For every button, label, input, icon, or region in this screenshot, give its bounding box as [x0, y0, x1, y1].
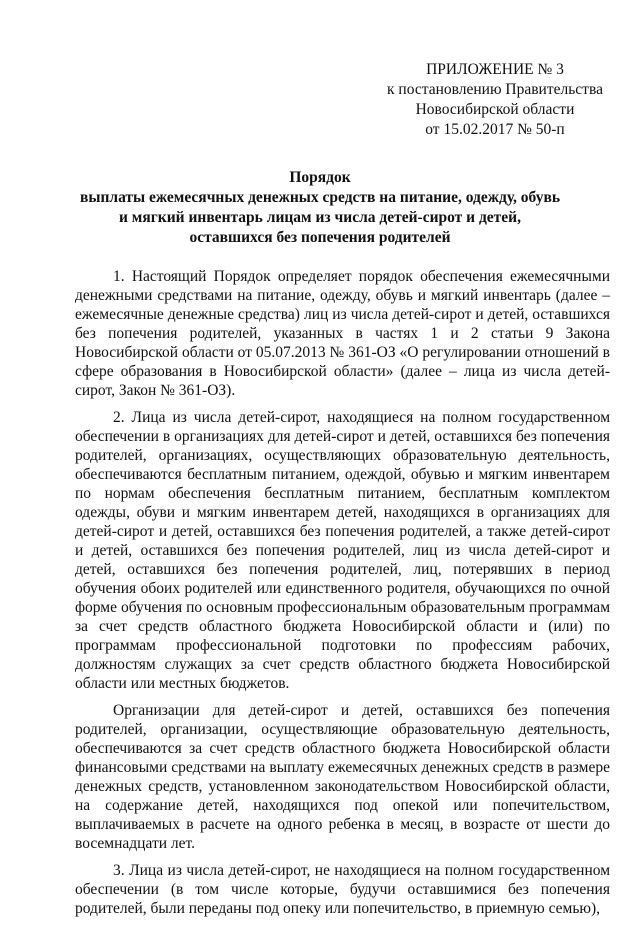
appendix-region-line: Новосибирской области: [415, 101, 575, 118]
document-heading: [60, 168, 580, 248]
paragraph-2: 2. Лица из числа детей-сирот, находящиеся на полном государственном обеспечении в организациях для детей-сирот и детей, оставшихся без попечения родителей, организациях, осуществляющих образовательную деятельность, обеспечиваются бесплатным питанием, одеждой, обувью и мягким инвентарем по нормам обеспечения бесплатным питанием, бесплатным комплектом одежды, обуви и мягким инвентарем детей, находящихся в организациях для детей-сирот и детей, оставшихся без попечения родителей, а также детей-сирот и детей, оставшихся без попечения родителей, лиц из числа детей-сирот и детей, оставшихся без попечения родителей, лиц, потерявших в период обучения обоих родителей или единственного родителя, обучающихся по очной форме обучения по основным профессиональным образовательным программам за счет средств областного бюджета Новосибирской области и (или) по программам профессиональной подготовки по профессиям рабочих, должностям служащих за счет средств областного бюджета Новосибирской области или местных бюджетов.: [75, 409, 610, 692]
heading-title: Порядок: [289, 169, 351, 186]
appendix-title: ПРИЛОЖЕНИЕ № 3: [426, 61, 564, 78]
paragraph-1: 1. Настоящий Порядок определяет порядок обеспечения ежемесячными денежными средствами на питание, одежду, обувь и мягкий инвентарь (далее – ежемесячные денежные средства) лиц из числа детей-сирот и детей, оставшихся без попечения родителей, указанных в частях 1 и 2 статьи 9 Закона Новосибирской области от 05.07.2013 № 361-ОЗ «О регулировании отношений в сфере образования в Новосибирской области» (далее – лица из числа детей-сирот, Закон № 361-ОЗ).: [75, 268, 610, 399]
appendix-block: [370, 60, 620, 140]
appendix-date-line: от 15.02.2017 № 50-п: [425, 121, 565, 138]
heading-line-3: и мягкий инвентарь лицам из числа детей-сирот и детей,: [119, 209, 521, 226]
appendix-resolution-line: к постановлению Правительства: [387, 81, 603, 98]
heading-line-2: выплаты ежемесячных денежных средств на питание, одежду, обувь: [79, 189, 561, 206]
paragraph-3: 3. Лица из числа детей-сирот, не находящиеся на полном государственном обеспечении (в том числе которые, будучи оставшимися без попечения родителей, были переданы под опеку или попечительство, в приемную семью),: [75, 862, 610, 917]
heading-line-4: оставшихся без попечения родителей: [189, 229, 451, 246]
paragraph-2-continued: Организации для детей-сирот и детей, оставшихся без попечения родителей, организации, осуществляющие образовательную деятельность, обеспечиваются за счет средств областного бюджета Новосибирской области финансовыми средствами на выплату ежемесячных денежных средств в размере денежных средств, установленном законодательством Новосибирской области, на содержание детей, находящихся под опекой или попечительством, выплачиваемых в расчете на одного ребенка в месяц, в возрасте от шести до восемнадцати лет.: [75, 702, 610, 852]
document-body: [75, 267, 610, 926]
